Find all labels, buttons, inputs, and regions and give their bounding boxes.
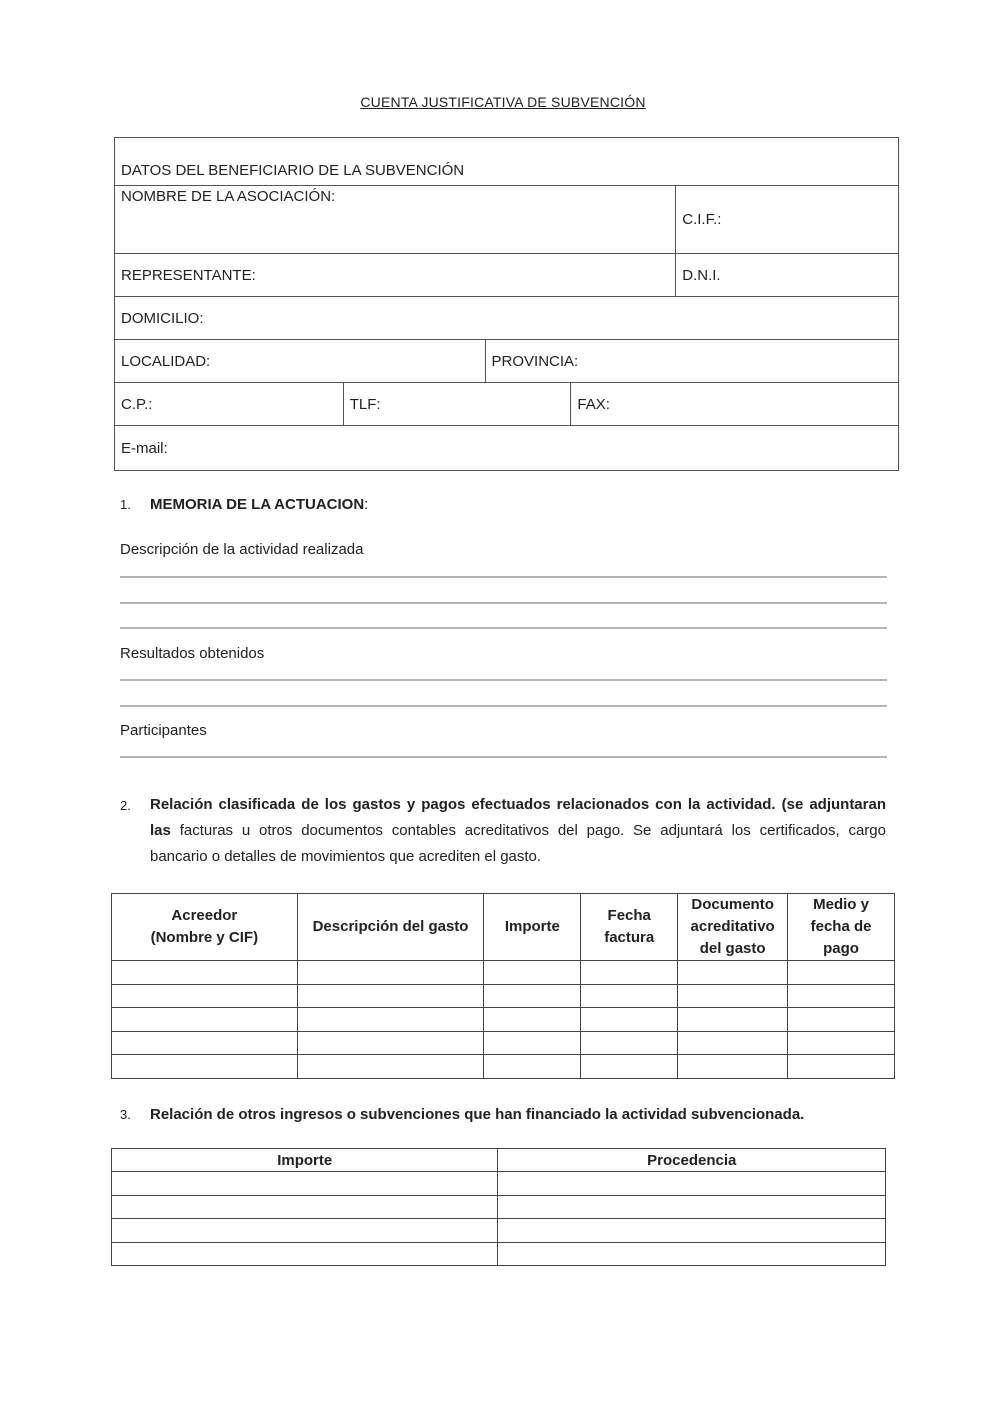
table-cell[interactable] xyxy=(112,1172,498,1196)
table-cell[interactable] xyxy=(112,1055,298,1079)
cif-field[interactable] xyxy=(676,186,899,254)
table-cell[interactable] xyxy=(297,1008,484,1032)
table-cell[interactable] xyxy=(112,1031,298,1055)
address-label: DOMICILIO: xyxy=(121,309,204,327)
address-field[interactable] xyxy=(115,297,899,340)
phone-label: TLF: xyxy=(349,395,381,413)
table-cell[interactable] xyxy=(112,984,298,1008)
table-cell[interactable] xyxy=(498,1195,886,1219)
table-cell[interactable] xyxy=(581,984,678,1008)
results-label: Resultados obtenidos xyxy=(120,645,265,662)
header-income-amount: Importe xyxy=(112,1149,498,1172)
table-cell[interactable] xyxy=(484,961,581,985)
section1-title: MEMORIA DE LA ACTUACION xyxy=(150,496,365,513)
header-expense-description: Descripción del gasto xyxy=(297,894,484,961)
phone-field[interactable] xyxy=(343,383,571,426)
activity-description-label: Descripción de la actividad realizada xyxy=(120,541,364,558)
table-row xyxy=(112,1055,895,1079)
participants-label: Participantes xyxy=(120,722,207,739)
section2-regular-text: facturas u otros documentos contables acreditativos del pago. Se adjuntará los certificados, cargo bancario o detalles de movimientos que acrediten el gasto. xyxy=(150,822,886,865)
header-payment-method-date: Medio y fecha de pago xyxy=(788,894,895,961)
beneficiary-header: DATOS DEL BENEFICIARIO DE LA SUBVENCIÓN xyxy=(115,138,899,186)
table-row xyxy=(112,1172,886,1196)
section3-title: Relación de otros ingresos o subvenciones que han financiado la actividad subvencionada. xyxy=(150,1106,805,1123)
table-cell[interactable] xyxy=(581,1008,678,1032)
section1-title-suffix: : xyxy=(364,496,369,513)
province-field[interactable] xyxy=(485,340,898,383)
table-cell[interactable] xyxy=(484,1055,581,1079)
section1-number: 1. xyxy=(120,497,131,512)
table-row xyxy=(112,961,895,985)
table-cell[interactable] xyxy=(112,1242,498,1266)
email-field[interactable] xyxy=(115,426,899,471)
fax-field[interactable] xyxy=(571,383,899,426)
activity-line-3[interactable] xyxy=(120,627,887,629)
city-label: LOCALIDAD: xyxy=(121,352,211,370)
cif-label: C.I.F.: xyxy=(682,211,722,228)
table-cell[interactable] xyxy=(484,1008,581,1032)
postal-code-label: C.P.: xyxy=(121,395,153,413)
table-cell[interactable] xyxy=(112,1219,498,1243)
table-cell[interactable] xyxy=(581,961,678,985)
postal-code-field[interactable] xyxy=(115,383,344,426)
table-cell[interactable] xyxy=(788,961,895,985)
header-income-origin: Procedencia xyxy=(498,1149,886,1172)
dni-field[interactable] xyxy=(676,254,899,297)
table-cell[interactable] xyxy=(678,1031,788,1055)
participants-line-1[interactable] xyxy=(120,756,887,758)
table-row xyxy=(112,984,895,1008)
city-field[interactable] xyxy=(115,340,486,383)
dni-label: D.N.I. xyxy=(682,266,721,284)
table-cell[interactable] xyxy=(678,1055,788,1079)
expenses-table xyxy=(111,893,895,1079)
table-cell[interactable] xyxy=(498,1242,886,1266)
table-cell[interactable] xyxy=(498,1172,886,1196)
table-cell[interactable] xyxy=(678,961,788,985)
other-income-table xyxy=(111,1148,886,1266)
table-cell[interactable] xyxy=(297,961,484,985)
table-row xyxy=(112,1195,886,1219)
table-row xyxy=(112,1219,886,1243)
table-cell[interactable] xyxy=(788,984,895,1008)
table-cell[interactable] xyxy=(112,1195,498,1219)
email-label: E-mail: xyxy=(121,439,168,457)
section2-number: 2. xyxy=(120,798,131,813)
section3-heading xyxy=(120,1106,804,1123)
province-label: PROVINCIA: xyxy=(491,352,579,370)
table-cell[interactable] xyxy=(297,1031,484,1055)
table-cell[interactable] xyxy=(112,1008,298,1032)
header-invoice-date: Fecha factura xyxy=(581,894,678,961)
table-cell[interactable] xyxy=(484,984,581,1008)
representative-label: REPRESENTANTE: xyxy=(121,266,256,284)
results-line-1[interactable] xyxy=(120,679,887,681)
section1-heading xyxy=(120,496,368,513)
header-amount: Importe xyxy=(484,894,581,961)
association-name-field[interactable] xyxy=(115,186,676,254)
header-supporting-document: Documento acreditativo del gasto xyxy=(678,894,788,961)
header-creditor: Acreedor (Nombre y CIF) xyxy=(112,894,298,961)
table-cell[interactable] xyxy=(581,1055,678,1079)
section3-number: 3. xyxy=(120,1107,131,1122)
table-row xyxy=(112,1031,895,1055)
document-title: CUENTA JUSTIFICATIVA DE SUBVENCIÓN xyxy=(360,94,646,110)
table-cell[interactable] xyxy=(484,1031,581,1055)
fax-label: FAX: xyxy=(577,395,610,413)
table-row xyxy=(112,1242,886,1266)
table-cell[interactable] xyxy=(788,1031,895,1055)
table-cell[interactable] xyxy=(788,1008,895,1032)
representative-field[interactable] xyxy=(115,254,676,297)
table-cell[interactable] xyxy=(678,984,788,1008)
table-cell[interactable] xyxy=(297,1055,484,1079)
table-cell[interactable] xyxy=(788,1055,895,1079)
table-row xyxy=(112,1008,895,1032)
results-line-2[interactable] xyxy=(120,705,887,707)
section2-paragraph xyxy=(150,792,886,870)
table-cell[interactable] xyxy=(581,1031,678,1055)
table-cell[interactable] xyxy=(297,984,484,1008)
section2-bold-text: Relación clasificada de los gastos y pagos efectuados relacionados con la actividad. (se adjuntaran las xyxy=(150,796,886,839)
activity-line-2[interactable] xyxy=(120,602,887,604)
table-cell[interactable] xyxy=(498,1219,886,1243)
beneficiary-table xyxy=(114,137,899,471)
activity-line-1[interactable] xyxy=(120,576,887,578)
table-cell[interactable] xyxy=(678,1008,788,1032)
table-cell[interactable] xyxy=(112,961,298,985)
association-name-label: NOMBRE DE LA ASOCIACIÓN: xyxy=(121,188,336,205)
